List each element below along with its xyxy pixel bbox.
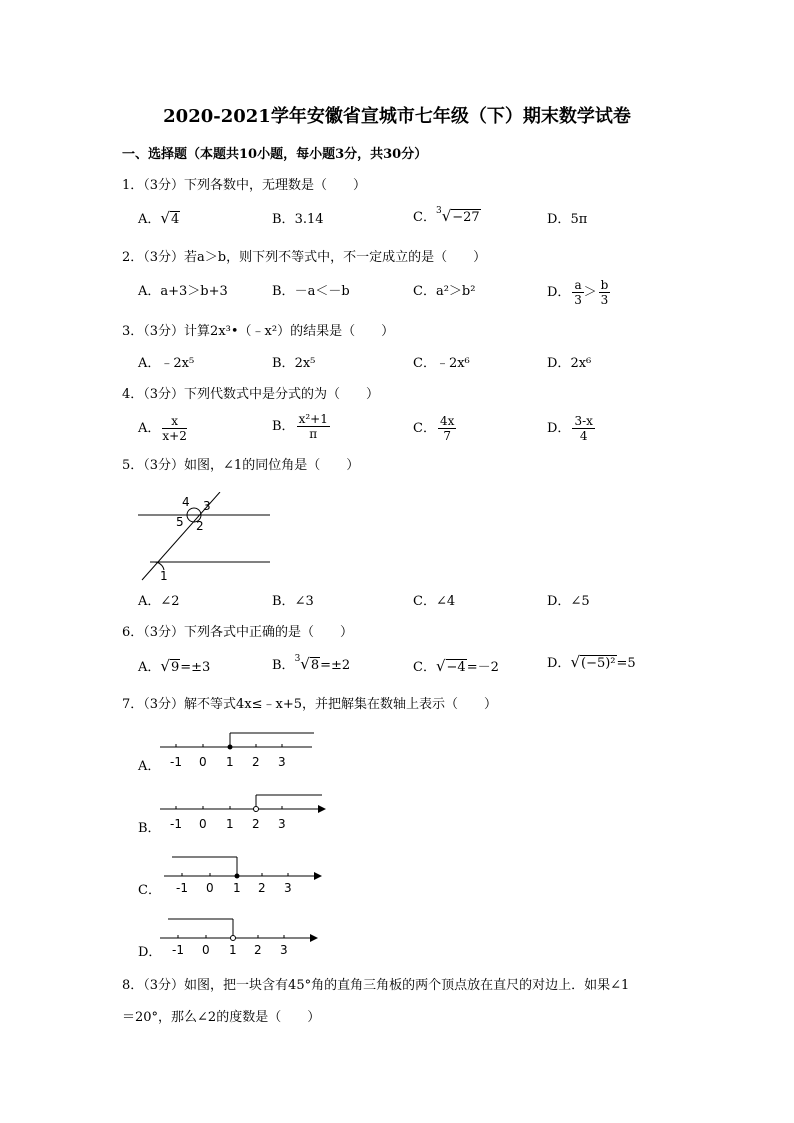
- question-6-option-d[interactable]: [547, 655, 636, 670]
- sqrt-expression: √(−5)²: [570, 653, 616, 671]
- question-3-option-a[interactable]: [138, 357, 194, 370]
- tick-label: 2: [252, 755, 260, 769]
- tick-label: 3: [280, 943, 288, 956]
- radicand: 4: [170, 212, 180, 227]
- option-label: D．: [547, 212, 571, 227]
- radicand: 8: [310, 658, 320, 673]
- question-8-stem-line-2: ＝20°，那么∠2的度数是（ ）: [122, 1010, 321, 1025]
- question-2-option-a[interactable]: [138, 285, 228, 298]
- operator: ＞: [583, 285, 597, 300]
- question-7-stem: 7．（3分）解不等式4x≤﹣x+5，并把解集在数轴上表示（ ）: [122, 697, 498, 712]
- question-5-option-c[interactable]: [413, 595, 455, 608]
- question-7-option-a-number-line: [160, 728, 320, 770]
- question-8-stem-line-1: 8．（3分）如图，把一块含有45°角的直角三角板的两个顶点放在直尺的对边上．如果∠1: [122, 978, 630, 993]
- question-7-option-d-label[interactable]: D．: [138, 945, 162, 960]
- question-6-option-c[interactable]: [413, 659, 499, 674]
- option-label: A．: [138, 421, 161, 436]
- fraction: [438, 415, 456, 442]
- tick-label: 2: [252, 817, 260, 831]
- arrow-head-icon: [318, 805, 326, 813]
- tick-label: 3: [278, 755, 286, 769]
- radicand: −27: [452, 210, 480, 225]
- option-result: =－2: [466, 660, 499, 675]
- question-3-option-d[interactable]: [547, 357, 591, 370]
- tick-label: 3: [278, 817, 286, 831]
- option-value: ∠2: [160, 594, 180, 609]
- option-label: B．: [272, 356, 295, 371]
- option-label: C．: [413, 356, 436, 371]
- question-7-option-d-number-line: [160, 914, 322, 956]
- option-result: =±2: [320, 658, 351, 673]
- option-value: 2x⁵: [294, 356, 316, 371]
- option-label: C．: [413, 284, 436, 299]
- tick-label: 1: [226, 755, 234, 769]
- option-label: D．: [547, 421, 571, 436]
- fraction: [297, 413, 330, 440]
- option-label: B．: [272, 594, 295, 609]
- option-value: a+3＞b+3: [160, 284, 228, 299]
- tick-label: 1: [233, 881, 241, 894]
- question-1-option-c[interactable]: [413, 206, 481, 225]
- question-5-option-d[interactable]: [547, 595, 590, 608]
- option-value: ∠3: [294, 594, 314, 609]
- angle-label-5: 5: [176, 515, 184, 529]
- hollow-endpoint: [254, 807, 259, 812]
- question-4-stem: 4．（3分）下列代数式中是分式的为（ ）: [122, 387, 380, 402]
- option-value: 5π: [570, 212, 588, 227]
- numerator: b: [600, 278, 609, 292]
- sqrt-expression: √−4: [435, 657, 466, 675]
- radicand: −4: [446, 660, 466, 675]
- option-value: 2x⁶: [570, 356, 592, 371]
- denominator: x+2: [162, 429, 187, 443]
- arrow-head-icon: [310, 934, 318, 942]
- tick-label: 3: [284, 881, 292, 894]
- option-value: －a＜－b: [294, 284, 350, 299]
- option-value: ∠4: [435, 594, 456, 609]
- fraction: [599, 279, 611, 306]
- question-2-stem: 2．（3分）若a＞b，则下列不等式中，不一定成立的是（ ）: [122, 250, 487, 265]
- question-4-option-c[interactable]: [413, 415, 456, 442]
- question-5-option-a[interactable]: [138, 595, 180, 608]
- section-heading: 一、选择题（本题共10小题，每小题3分，共30分）: [122, 147, 428, 162]
- question-2-option-b[interactable]: [272, 285, 350, 298]
- option-label: D．: [547, 656, 571, 671]
- tick-label: 0: [199, 755, 207, 769]
- radicand: 9: [170, 660, 180, 675]
- question-6-option-b[interactable]: [272, 654, 351, 673]
- option-value: a²＞b²: [435, 284, 476, 299]
- question-7-option-a-label[interactable]: A．: [138, 759, 161, 774]
- tick-label: -1: [170, 755, 182, 769]
- angle-label-4: 4: [182, 495, 190, 509]
- cbrt-expression: √8: [300, 655, 320, 673]
- question-7-option-c-number-line: [164, 852, 324, 894]
- option-label: C．: [413, 660, 436, 675]
- question-7-option-c-label[interactable]: C．: [138, 883, 161, 898]
- solid-endpoint: [228, 745, 233, 750]
- denominator: 4: [579, 429, 588, 443]
- tick-label: 1: [229, 943, 237, 956]
- solid-endpoint: [235, 874, 240, 879]
- option-label: A．: [138, 284, 161, 299]
- fraction: [572, 415, 594, 442]
- question-2-option-d[interactable]: [547, 279, 610, 306]
- question-1-stem: 1．（3分）下列各数中，无理数是（ ）: [122, 178, 367, 193]
- denominator: 7: [443, 429, 451, 443]
- root-index: 3: [294, 654, 301, 664]
- option-label: B．: [272, 419, 295, 434]
- denominator: π: [309, 427, 318, 441]
- option-result: =±3: [180, 660, 211, 675]
- sqrt-expression: √9: [160, 657, 180, 675]
- question-6-option-a[interactable]: [138, 659, 210, 674]
- tick-label: 2: [254, 943, 262, 956]
- option-label: A．: [138, 212, 161, 227]
- question-1-option-d[interactable]: [547, 213, 587, 226]
- numerator: 4x: [439, 414, 455, 428]
- angle-label-2: 2: [196, 519, 204, 533]
- hollow-endpoint: [231, 936, 236, 941]
- angle-label-3: 3: [203, 499, 211, 513]
- tick-label: 1: [226, 817, 234, 831]
- radicand: (−5)²: [581, 656, 616, 671]
- option-label: D．: [547, 356, 571, 371]
- question-4-option-a[interactable]: [138, 415, 187, 442]
- tick-label: -1: [176, 881, 188, 894]
- root-index: 3: [435, 206, 442, 216]
- arrow-head-icon: [314, 872, 322, 880]
- option-label: B．: [272, 284, 295, 299]
- option-label: B．: [272, 658, 295, 673]
- option-value: ﹣2x⁶: [435, 356, 470, 371]
- denominator: 3: [600, 293, 609, 307]
- question-7-option-b-number-line: [160, 790, 326, 832]
- numerator: x²+1: [298, 412, 328, 426]
- question-5-option-b[interactable]: [272, 595, 314, 608]
- angle-label-1: 1: [160, 569, 168, 583]
- option-label: D．: [547, 285, 571, 300]
- numerator: a: [574, 278, 582, 292]
- question-7-option-b-label[interactable]: B．: [138, 821, 161, 836]
- tick-label: 0: [202, 943, 210, 956]
- question-2-option-c[interactable]: [413, 285, 475, 298]
- option-label: D．: [547, 594, 571, 609]
- tick-label: 0: [199, 817, 207, 831]
- question-6-stem: 6．（3分）下列各式中正确的是（ ）: [122, 625, 354, 640]
- option-value: ﹣2x⁵: [160, 356, 195, 371]
- option-result: =5: [616, 656, 636, 671]
- question-4-option-d[interactable]: [547, 415, 595, 442]
- fraction: [162, 415, 186, 442]
- option-label: B．: [272, 212, 295, 227]
- page-title: 2020-2021学年安徽省宣城市七年级（下）期末数学试卷: [163, 106, 631, 127]
- tick-label: 2: [258, 881, 266, 894]
- option-label: A．: [138, 594, 161, 609]
- option-label: A．: [138, 660, 161, 675]
- sqrt-expression: √4: [160, 209, 180, 227]
- fraction: [572, 279, 583, 306]
- question-4-option-b[interactable]: [272, 413, 330, 440]
- option-value: 3.14: [294, 212, 324, 227]
- tick-label: -1: [172, 943, 184, 956]
- question-5-stem: 5．（3分）如图，∠1的同位角是（ ）: [122, 458, 360, 473]
- option-label: A．: [138, 356, 161, 371]
- question-1-option-a[interactable]: [138, 211, 180, 226]
- option-label: C．: [413, 210, 436, 225]
- numerator: x: [162, 415, 186, 429]
- option-value: ∠5: [570, 594, 590, 609]
- question-5-figure: [132, 492, 274, 584]
- question-1-option-b[interactable]: [272, 213, 324, 226]
- question-3-option-c[interactable]: [413, 357, 470, 370]
- question-3-stem: 3．（3分）计算2x³•（﹣x²）的结果是（ ）: [122, 324, 395, 339]
- question-3-option-b[interactable]: [272, 357, 315, 370]
- tick-label: -1: [170, 817, 182, 831]
- tick-label: 0: [206, 881, 214, 894]
- numerator: 3-x: [574, 414, 593, 428]
- option-label: C．: [413, 594, 436, 609]
- cbrt-expression: √−27: [441, 207, 480, 225]
- denominator: 3: [574, 293, 582, 307]
- option-label: C．: [413, 421, 436, 436]
